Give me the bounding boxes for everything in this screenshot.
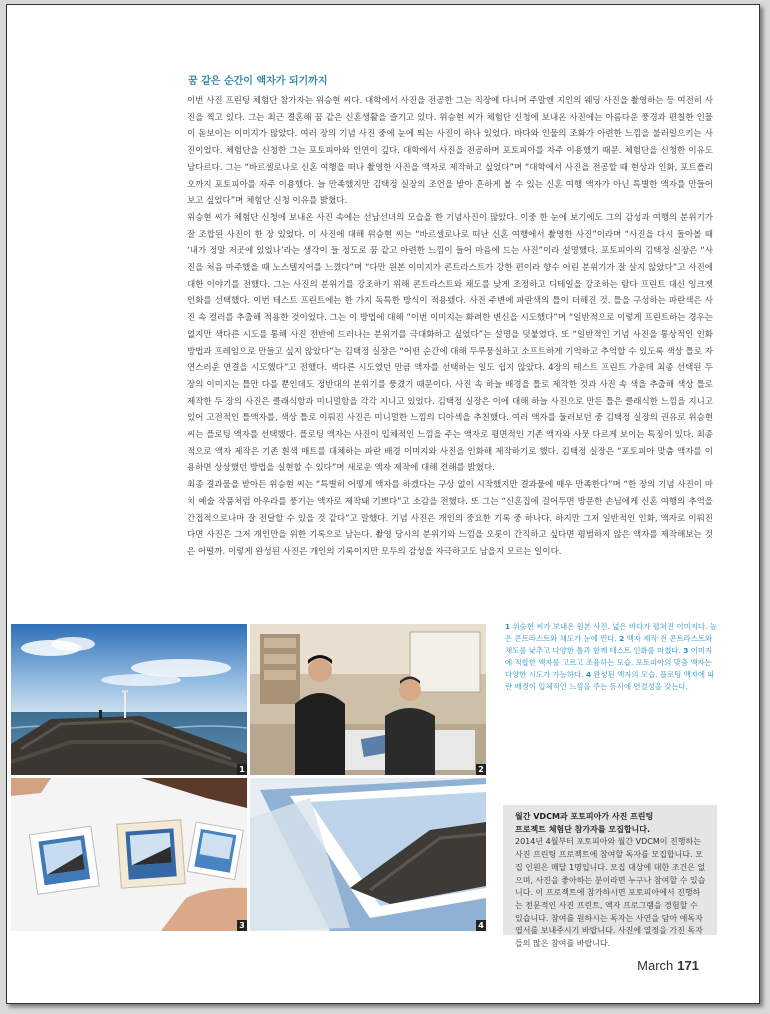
folio-month: March bbox=[637, 958, 674, 973]
article-body bbox=[187, 93, 713, 561]
caption-number-1: 1 bbox=[505, 622, 511, 631]
caption-number-4: 4 bbox=[585, 670, 591, 679]
caption-text-3: 이미지에 적합한 액자를 고르고 조율하는 모습. 포토피아의 맞춤 액자는 다양한 시도가 가능하다. bbox=[505, 646, 713, 679]
article-paragraph-2: 위승현 씨가 체험단 신청에 보내온 사진 속에는 선남선녀의 모습을 한 기념사진이 많았다. 이중 한 눈에 보기에도 그의 감성과 여행의 분위기가 잘 조합된 사진이 한 장 있었다. 이 사진에 대해 위승현 씨는 “바르셀로나로 떠난 신혼 여행에서 촬영한 사진”이라며 “사진을 다시 돌아볼 때 ‘내가 정말 저곳에 있었나’라는 생각이 들 정도로 꿈 같고 아련한 느낌이 들어 마음에 드는 사진”이라 설명했다. 포토피아의 김택정 실장은 “사진을 처음 마주했을 때 노스텔지어를 느꼈다”며 “다만 원본 이미지가 콘트라스트가 강한 편이라 향수 어린 분위기가 잘 살지 않았다”고 사진에 대한 이야기를 전했다. 그는 사진의 분위기를 강조하기 위해 콘트라스트와 채도를 낮게 조정하고 디테일을 강조하는 람다 프린트 대신 잉크젯 인화를 선택했다. 이번 테스트 프린트에는 한 가지 독특한 방식이 적용됐다. 사진 주변에 파란색의 틀이 더해진 것. 틀을 구성하는 파란색은 사진 속 컬러를 추출해 적용한 것이었다. 그는 이 방법에 대해 “이번 이미지는 화려한 변신을 시도했다”며 “일반적으로 이렇게 프린트하는 경우는 없지만 색다른 시도를 통해 사진 전반에 드러나는 분위기를 극대화하고 싶었다”는 설명을 덧붙였다. 또 “일반적인 기념 사진을 통상적인 인화 방법과 프레임으로 만들고 싶지 않았다”는 김택정 실장은 “어떤 순간에 대해 두루뭉실하고 소프트하게 기억하고 추억할 수 있도록 색상 틀로 자연스러운 연결을 시도했다”고 전했다. 색다른 시도였던 만큼 액자를 선택하는 일도 쉽지 않았다. 4장의 테스트 프린트 가운데 최종 선택된 두 장의 이미지는 틀만 다를 뿐인데도 정반대의 분위기를 풍겼기 때문이다. 사진 속 하늘 배경을 틀로 제작한 것과 사진 속 색을 추출해 색상 틀로 제작한 두 장의 사진은 클래식함과 미니멀함을 각각 지니고 있었다. 김택정 실장은 이에 대해 하늘 사진으로 만든 틀은 클래식한 느낌을 지니고 있어 고전적인 틀액자를, 색상 틀로 이뤄진 사진은 미니멀한 느낌의 디아섹을 추천했다. 여러 액자를 둘러보던 중 김택정 실장의 권유로 위승현 씨는 플로팅 액자를 선택했다. 플로팅 액자는 사진이 입체적인 느낌을 주는 액자로 평면적인 기존 액자와 사뭇 다르게 보이는 특징이 있다. 최종적으로 액자 제작은 기존 흰색 매트를 대체하는 파란 배경 이미지와 사진을 인화해 제작하기로 했다. 김택정 실장은 “포토피아 맞춤 액자를 이용하면 상상했던 방법을 실현할 수 있다”며 새로운 액자 제작에 대해 견해를 밝혔다. bbox=[187, 212, 713, 474]
photo-number-4: 4 bbox=[476, 920, 486, 931]
caption-text-4: 완성된 액자의 모습. 플로팅 액자에 파란 배경이 입체적인 느낌을 주는 동시에 연결성을 갖는다. bbox=[505, 670, 715, 691]
photo-number-1: 1 bbox=[237, 764, 247, 775]
photo-captions bbox=[505, 621, 719, 693]
recruitment-notice-body: 2014년 4월부터 포토피아와 월간 VDCM이 진행하는 사진 프린팅 프로젝트에 참여할 독자를 모집합니다. 모집 인원은 매달 1명입니다. 모집 대상에 대한 조건은 없으며, 사진을 좋아하는 분이라면 누구나 참여할 수 있습니다. 이 프로젝트에 참가하시면 포토피아에서 진행하는 전문적인 사진 프린트, 액자 프로그램을 경험할 수 있습니다. 참여를 원하시는 독자는 사연을 담아 애독자 엽서를 보내주시기 바랍니다. 사진에 열정을 가진 독자들의 많은 참여를 바랍니다. bbox=[515, 837, 706, 949]
photo-test-prints bbox=[11, 778, 247, 931]
photo-framed-closeup bbox=[250, 778, 486, 931]
article-paragraph-3: 최종 결과물을 받아든 위승현 씨는 “특별히 어떻게 액자를 하겠다는 구상 없이 시작했지만 결과물에 매우 만족한다”며 “한 장의 기념 사진이 마치 예술 작품처럼 아우라를 풍기는 액자로 제작돼 기쁘다”고 소감을 전했다. 또 그는 “신혼집에 걸어두면 방문한 손님에게 신혼 여행의 추억을 간접적으로나마 잘 전달할 수 있을 것 같다”고 말했다. 기념 사진은 개인의 중요한 기록 중 하나다. 하지만 그저 일반적인 인화, 액자로 이뤄진다면 사진은 그저 개인만을 위한 기록으로 남는다. 촬영 당시의 분위기와 느낌을 오롯이 간직하고 싶다면 평범하지 않은 액자를 제작해보는 것은 어떨까. 이렇게 완성된 사진은 개인의 기록이지만 모두의 감성을 자극하고도 남을지 모르는 일이다. bbox=[187, 480, 713, 557]
framed-closeup-illustration bbox=[250, 778, 486, 931]
article-paragraph-1: 이번 사진 프린팅 체험단 참가자는 위승현 씨다. 대학에서 사진을 전공한 그는 직장에 다니며 주말엔 지인의 웨딩 사진을 촬영하는 등 여전히 사진을 찍고 있다. 그는 최근 결혼해 꿈 같은 신혼생활을 즐기고 있다. 위승현 씨가 체험단 신청에 보내온 사진에는 아름다운 풍경과 편칠한 인물이 돋보이는 이미지가 많았다. 여러 장의 기념 사진 중에 눈에 띄는 사진이 하나 있었다. 바다와 인물의 조화가 아련한 느낌을 불러일으키는 사진이었다. 체험단을 신청한 그는 포토피아와 인연이 깊다. 대학에서 사진을 전공하며 포토피아를 자주 이용했기 때문. 체험단을 신청한 이유도 남다르다. 그는 “바르셀로나로 신혼 여행을 떠나 촬영한 사진을 액자로 제작하고 싶었다”며 “대학에서 사진을 전공할 때 현상과 인화, 포트폴리오까지 포토피아를 자주 이용했다. 늘 만족했지만 김택정 실장의 조언을 받아 흔하게 볼 수 있는 신혼 여행 액자가 아닌 특별한 액자를 만들어 보고 싶었다”며 체험단 신청 이유를 밝혔다. bbox=[187, 96, 713, 207]
section-title: 꿈 같은 순간이 액자가 되기까지 bbox=[188, 76, 328, 87]
page-folio bbox=[637, 957, 699, 975]
recruitment-notice-title-1: 월간 VDCM과 포토피아가 사진 프린팅 bbox=[515, 812, 654, 821]
recruitment-notice-box bbox=[503, 805, 717, 949]
recruitment-notice-title-2: 프로젝트 체험단 참가자를 모집합니다. bbox=[515, 824, 651, 834]
test-prints-illustration bbox=[11, 778, 247, 931]
magazine-page bbox=[6, 4, 760, 1004]
consultation-illustration bbox=[250, 624, 486, 775]
folio-page-number: 171 bbox=[677, 958, 699, 973]
pier-seascape-illustration bbox=[11, 624, 247, 775]
caption-text-1: 위승현 씨가 보내온 원본 사진. 넓은 바다가 펼쳐진 이미지다. 높은 콘트라스트와 채도가 눈에 띈다. bbox=[505, 622, 717, 643]
caption-number-2: 2 bbox=[619, 634, 625, 643]
caption-number-3: 3 bbox=[683, 646, 689, 655]
photo-number-2: 2 bbox=[476, 764, 486, 775]
caption-text-2: 액자 제작 전 콘트라스트와 채도를 낮추고 다양한 틀과 함께 테스트 인화를 마쳤다. bbox=[505, 634, 713, 655]
photo-pier-seascape bbox=[11, 624, 247, 775]
photo-number-3: 3 bbox=[237, 920, 247, 931]
photo-consultation bbox=[250, 624, 486, 775]
